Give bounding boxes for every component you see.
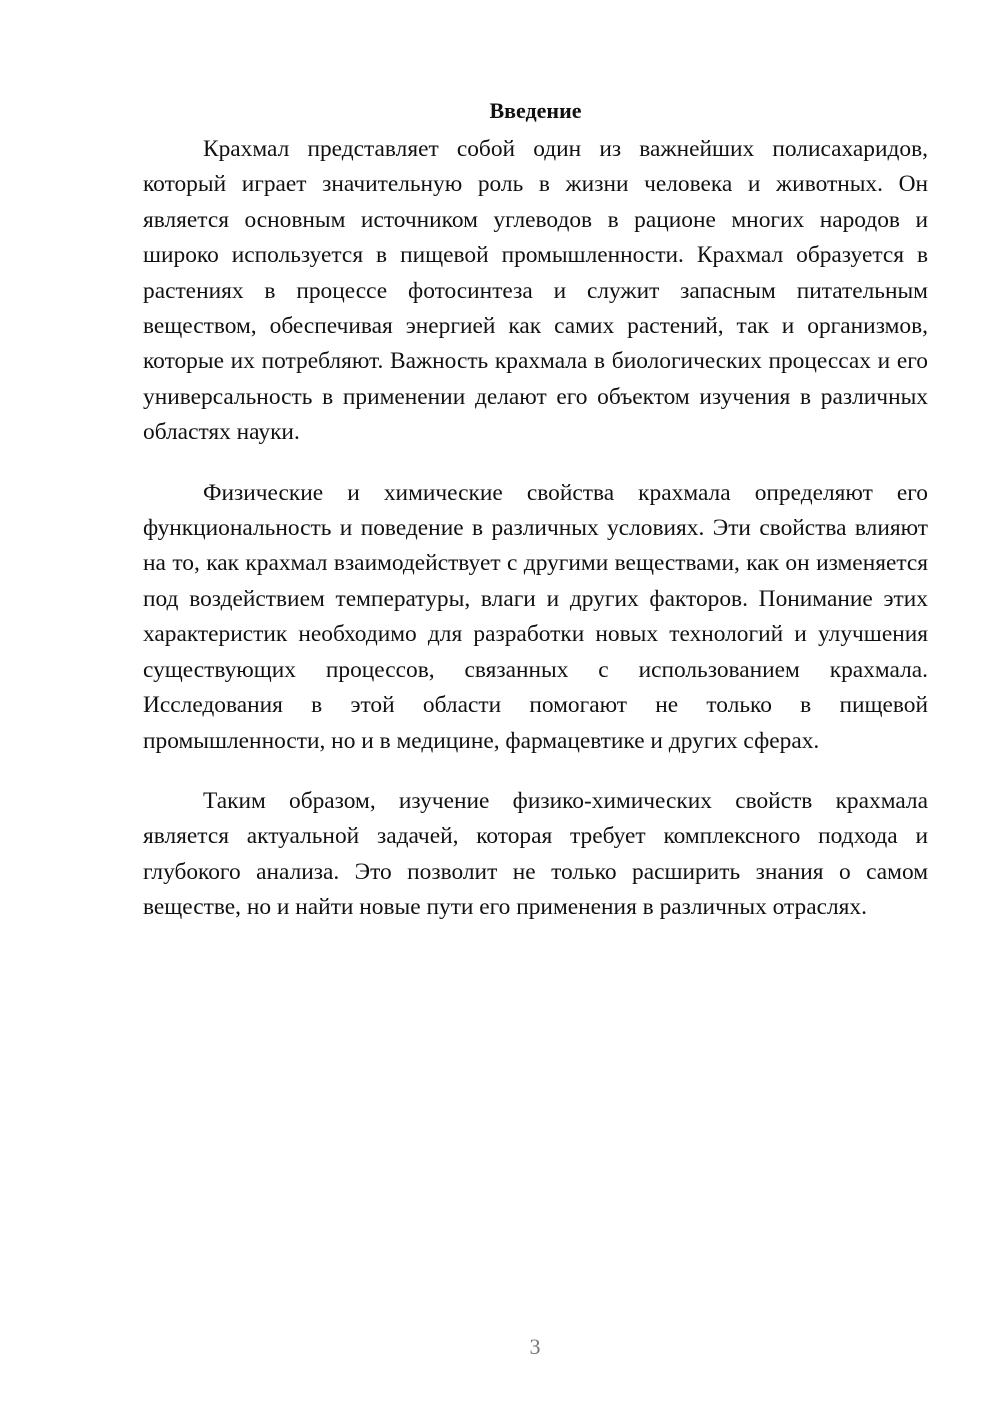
paragraph-1: Крахмал представляет собой один из важнейших полисахаридов, который играет значительную роль в жизни человека и животных. Он является основным источником углеводов в рационе многих народов и широко используется в пищевой промышленности. Крахмал образуется в растениях в процессе фотосинтеза и служит запасным питательным веществом, обеспечивая энергией как самих растений, так и организмов, которые их потребляют. Важность крахмала в биологических процессах и его универсальность в применении делают его объектом изучения в различных областях науки. <box>143 136 928 446</box>
section-title: Введение <box>489 98 582 123</box>
paragraph-3: Таким образом, изучение физико-химических свойств крахмала является актуальной задачей, которая требует комплексного подхода и глубокого анализа. Это позволит не только расширить знания о самом веществе, но и найти новые пути его применения в различных отраслях. <box>143 787 928 921</box>
paragraph-2: Физические и химические свойства крахмала определяют его функциональность и поведение в различных условиях. Эти свойства влияют на то, как крахмал взаимодействует с другими веществами, как он изменяется под воздействием температуры, влаги и других факторов. Понимание этих характеристик необходимо для разработки новых технологий и улучшения существующих процессов, связанных с использованием крахмала. Исследования в этой области помогают не только в пищевой промышленности, но и в медицине, фармацевтике и других сферах. <box>143 479 928 754</box>
page-number: 3 <box>529 1334 541 1359</box>
document-body <box>143 96 928 951</box>
